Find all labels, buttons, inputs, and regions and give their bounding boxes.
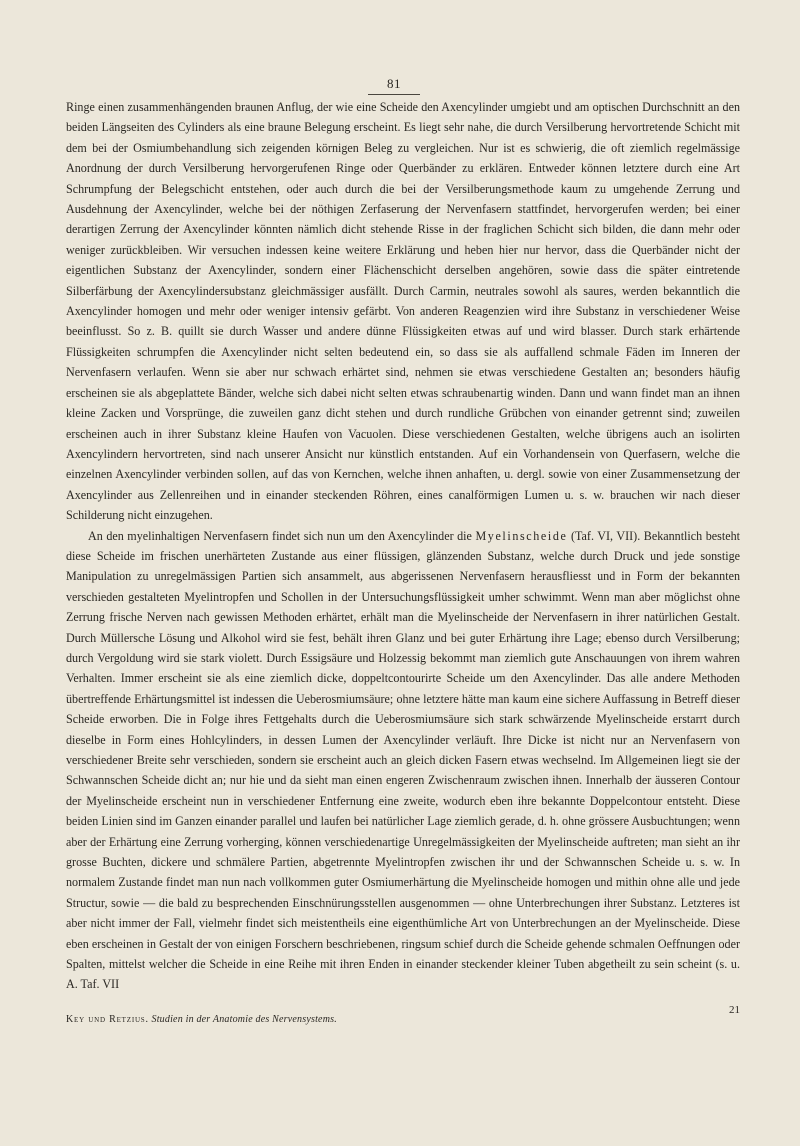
signature-mark: 21 (729, 1004, 740, 1016)
paragraph-1: Ringe einen zusammenhängenden braunen Anflug, der wie eine Scheide den Axencylinder umgiebt und am optischen Durchschnitt an den beiden Längseiten des Cylinders als eine braune Belegung erscheint. Es liegt sehr nahe, die durch Versilberung hervortretende Schicht mit dem bei der Osmiumbehandlung sich zeigenden körnigen Beleg zu vergleichen. Nur ist es schwierig, die oft ziemlich regelmässige Anordnung der durch Versilberung hervorgerufenen Ringe oder Querbänder zu erklären. Entweder können letztere durch eine Art Schrumpfung der Belegschicht entstehen, oder auch durch die bei der Versilberungsmethode kaum zu umgehende Zerrung und Ausdehnung der Axencylinder, welche bei der nöthigen Zerfaserung der Nervenfasern stattfindet, hervorgerufen werden; bei einer derartigen Zerrung der Axencylinder könnten nämlich dicht stehende Risse in der fraglichen Schicht sich bilden, die dann mehr oder weniger zurückbleiben. Wir versuchen indessen keine weitere Erklärung und heben hier nur hervor, dass die Querbänder nicht der eigentlichen Substanz der Axencylinder, sondern einer Flächenschicht derselben angehören, sowie dass die später eintretende Silberfärbung der Axencylindersubstanz gleichmässiger ausfällt. Durch Carmin, neutrales sowohl als saures, werden bekanntlich die Axencylinder homogen und mehr oder weniger intensiv gefärbt. Von anderen Reagenzien wird ihre Substanz in verschiedener Weise beeinflusst. So z. B. quillt sie durch Wasser und andere dünne Flüssigkeiten etwas auf und wird blasser. Durch stark erhärtende Flüssigkeiten schrumpfen die Axencylinder nicht selten bedeutend ein, so dass sie als auffallend schmale Fäden im Inneren der Nervenfasern verlaufen. Wenn sie aber nur schwach erhärtet sind, nehmen sie etwas verschiedene Gestalten an; besonders häufig erscheinen sie als abgeplattete Bänder, welche sich dabei nicht selten etwas schraubenartig winden. Dann und wann findet man an ihnen kleine Zacken und Vorsprünge, die zuweilen ganz dicht stehen und durch rundliche Grübchen von einander getrennt sind; zuweilen erscheinen auch in ihrer Substanz kleine Haufen von Vacuolen. Diese verschiedenen Gestalten, welche übrigens auch an isolirten Axencylindern hervortreten, sind nach unserer Ansicht nur künstlich entstanden. Auf ein Vorhandensein von Querfasern, welche die einzelnen Axencylinder verbinden sollen, auf das von Kernchen, welche ihnen anhaften, u. dergl. sowie von einer Zusammensetzung der Axencylinder aus Zellenreihen und in einander steckenden Röhren, eines canalförmigen Lumen u. s. w. brauchen wir nach dieser Schilderung nicht einzugehen. (66, 100, 740, 523)
footer-title: Studien in der Anatomie des Nervensystems. (151, 1014, 337, 1025)
paragraph-2-start: An den myelinhaltigen Nervenfasern findet sich nun um den Axencylinder die (88, 528, 476, 543)
running-footer (66, 1014, 337, 1025)
paragraph-2 (66, 526, 740, 995)
page-number: 81 (368, 76, 420, 95)
term-myelinscheide: Myelinscheide (475, 528, 568, 543)
page-footer (66, 1004, 740, 1032)
body-text (66, 97, 740, 995)
paragraph-2-rest: (Taf. VI, VII). Bekanntlich besteht diese Scheide im frischen unerhärteten Zustande aus einer flüssigen, glänzenden Substanz, welche durch Druck und jede sonstige Manipulation zu unregelmässigen Partien sich ansammelt, aus abgerissenen Nervenfasern herausfliesst und in Form der bekannten verschieden gestalteten Myelintropfen und Schollen in der Untersuchungsflüssigkeit umher schwimmt. Wenn man aber möglichst ohne Zerrung frische Nerven nach gewissen Methoden erhärtet, erhält man die Myelinscheide der Nervenfasern in ihrer natürlichen Gestalt. Durch Müllersche Lösung und Alkohol wird sie fest, behält ihren Glanz und bei guter Erhärtung ihre Lage; ebenso durch Versilberung; durch Vergoldung wird sie stark violett. Durch Essigsäure und Holzessig bekommt man ziemlich gute Anschauungen von ihrem wahren Verhalten. Immer erscheint sie als eine ziemlich dicke, doppeltcontourirte Scheide um den Axencylinder. Das alle andere Methoden übertreffende Erhärtungsmittel ist indessen die Ueberosmiumsäure; ohne letztere hätte man kaum eine sichere Auffassung in Betreff dieser Scheide erworben. Die in Folge ihres Fettgehalts durch die Ueberosmiumsäure sich stark schwärzende Myelinscheide erstarrt durch dieselbe in Form eines Hohlcylinders, in dessen Lumen der Axencylinder verläuft. Ihre Dicke ist nicht nur an Nervenfasern von verschiedener Breite sehr verschieden, sondern sie erscheint auch an gleich dicken Fasern etwas wechselnd. Im Allgemeinen liegt sie der Schwannschen Scheide dicht an; nur hie und da sieht man einen engeren Zwischenraum zwischen ihnen. Innerhalb der äusseren Contour der Myelinscheide erscheint nun in verschiedener Entfernung eine zweite, wodurch eben ihre bekannte Doppelcontour entsteht. Diese beiden Linien sind im Ganzen einander parallel und laufen bei natürlicher Lage ziemlich gerade, d. h. ohne grössere Ausbuchtungen; wenn aber der Erhärtung eine Zerrung vorherging, können verschiedenartige Unregelmässigkeiten der Myelinscheide auftreten; man sieht an ihr grosse Buchten, dickere und schmälere Partien, abgetrennte Myelintropfen zwischen ihr und der Schwannschen Scheide u. s. w. In normalem Zustande findet man nun nach vollkommen guter Osmiumerhärtung die Myelinscheide homogen und mithin ohne alle und jede Structur, sowie — die bald zu besprechenden Einschnürungsstellen ausgenommen — ohne Unterbrechungen ihrer Substanz. Letzteres ist aber nicht immer der Fall, vielmehr findet sich meistentheils eine eigenthümliche Art von Unterbrechungen an der Myelinscheide. Diese eben erscheinen in Gestalt der von einigen Forschern beschriebenen, ringsum schief durch die Scheide gehende schmalen Oeffnungen oder Spalten, mittelst welcher die Scheide in eine Reihe mit ihren Enden in einander steckender kleiner Tuben abgetheilt zu sein scheint (s. u. A. Taf. VII (66, 528, 740, 992)
footer-authors: Key und Retzius. (66, 1014, 149, 1025)
